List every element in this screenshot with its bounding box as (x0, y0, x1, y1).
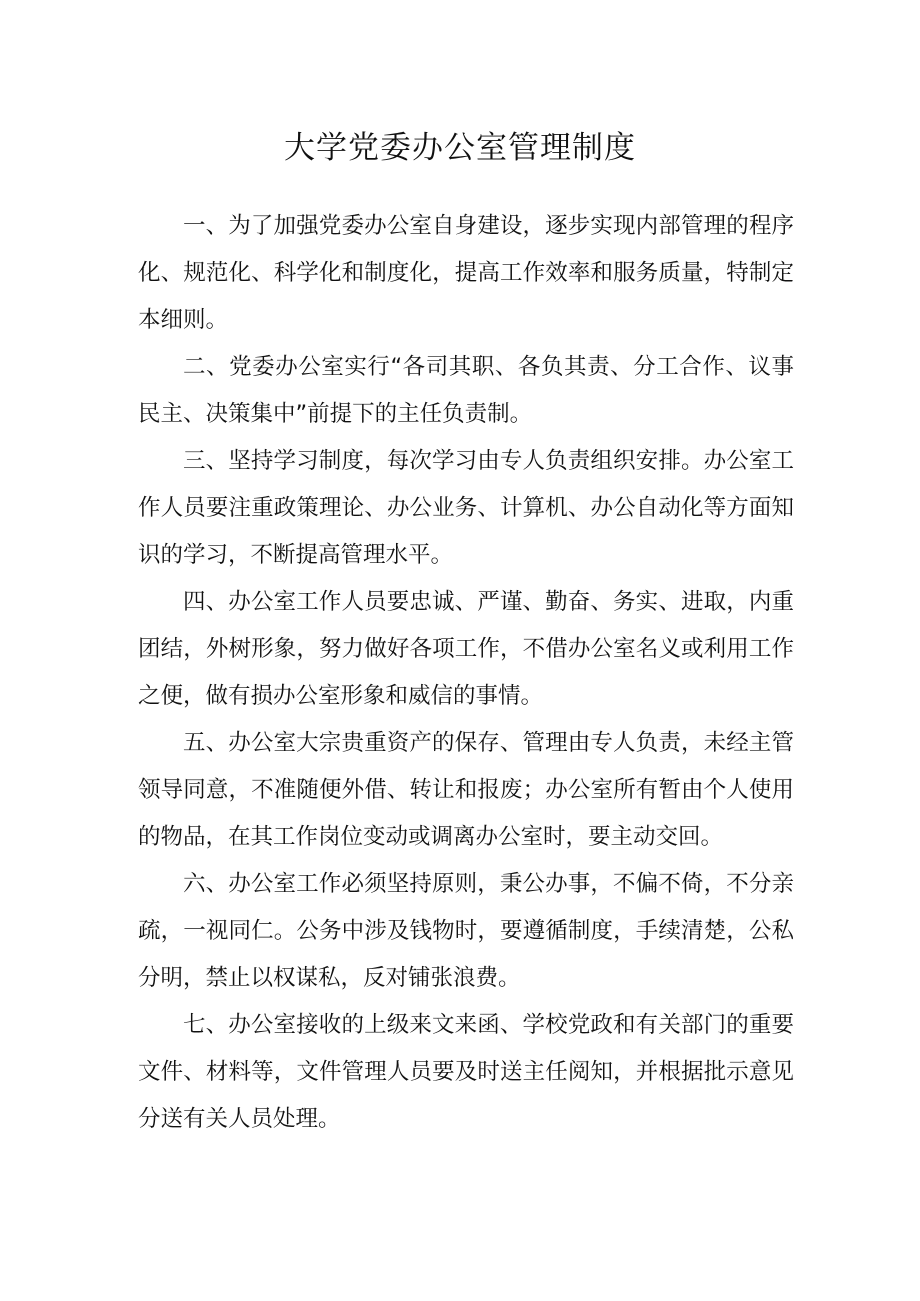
paragraph-2: 二、党委办公室实行“各司其职、各负其责、分工合作、议事民主、决策集中”前提下的主任负责制。 (138, 354, 794, 427)
paragraph-1: 一、为了加强党委办公室自身建设，逐步实现内部管理的程序化、规范化、科学化和制度化，提高工作效率和服务质量，特制定本细则。 (138, 213, 794, 333)
paragraph-6: 六、办公室工作必须坚持原则，秉公办事，不偏不倚，不分亲疏，一视同仁。公务中涉及钱物时，要遵循制度，手续清楚，公私分明，禁止以权谋私，反对铺张浪费。 (138, 871, 794, 991)
paragraph-5: 五、办公室大宗贵重资产的保存、管理由专人负责，未经主管领导同意，不准随便外借、转让和报废；办公室所有暂由个人使用的物品，在其工作岗位变动或调离办公室时，要主动交回。 (138, 730, 794, 850)
paragraph-4: 四、办公室工作人员要忠诚、严谨、勤奋、务实、进取，内重团结，外树形象，努力做好各项工作，不借办公室名义或利用工作之便，做有损办公室形象和威信的事情。 (138, 589, 794, 709)
paragraph-7: 七、办公室接收的上级来文来函、学校党政和有关部门的重要文件、材料等，文件管理人员要及时送主任阅知，并根据批示意见分送有关人员处理。 (138, 1012, 794, 1132)
paragraph-3: 三、坚持学习制度，每次学习由专人负责组织安排。办公室工作人员要注重政策理论、办公业务、计算机、办公自动化等方面知识的学习，不断提高管理水平。 (138, 448, 794, 568)
document-title: 大学党委办公室管理制度 (284, 130, 636, 166)
document-body (138, 203, 794, 1143)
